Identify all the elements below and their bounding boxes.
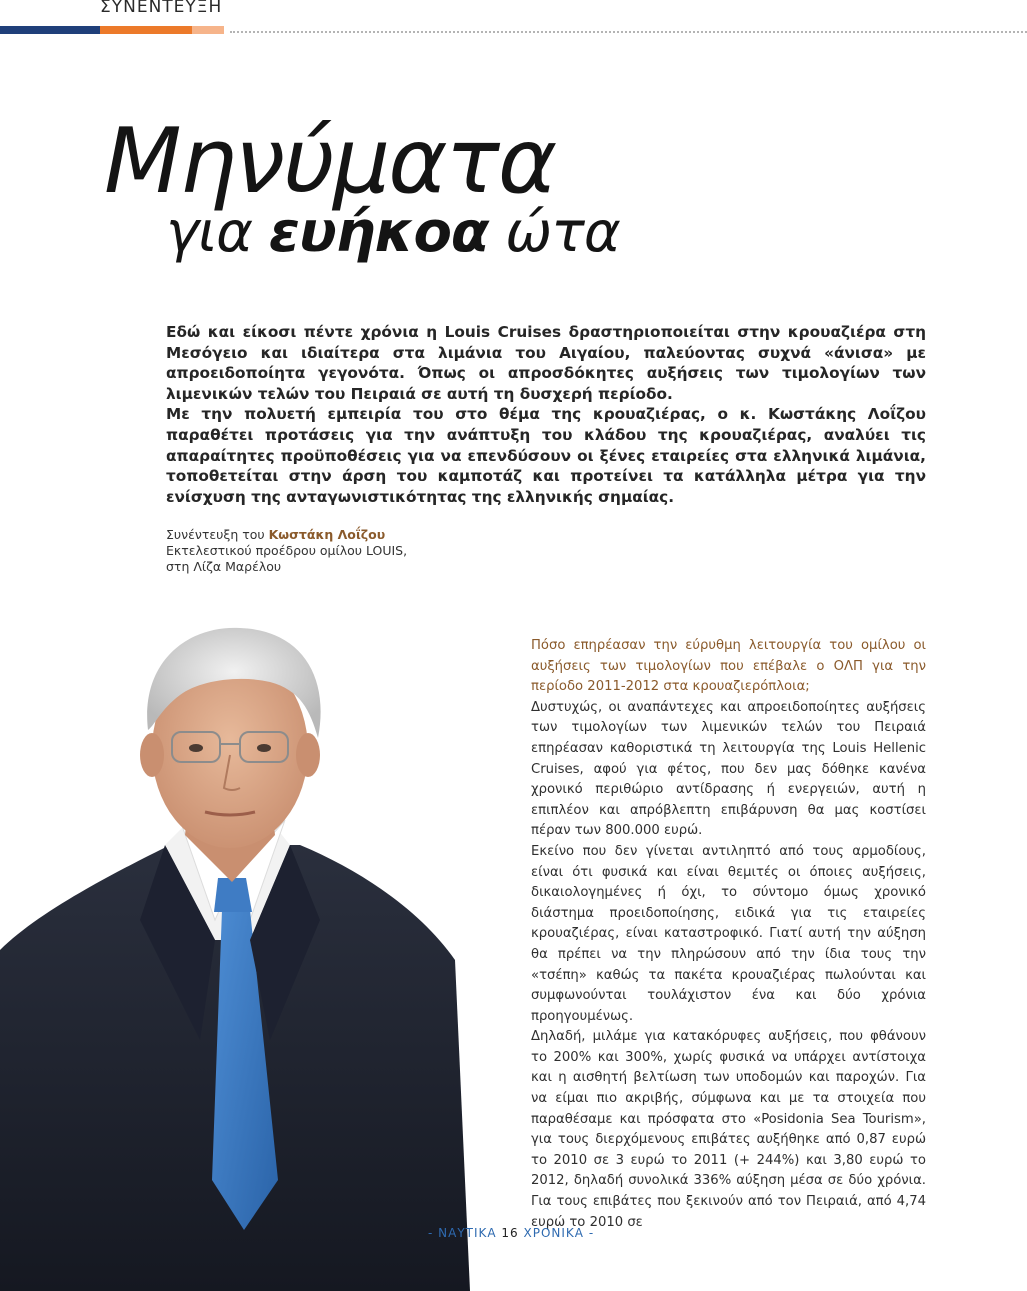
headline-prefix: για bbox=[166, 200, 269, 265]
portrait-photo bbox=[0, 620, 470, 1291]
header-bar-navy bbox=[0, 26, 100, 34]
headline-suffix: ώτα bbox=[488, 200, 620, 265]
portrait-illustration bbox=[0, 620, 470, 1291]
byline-interviewer: στη Λίζα Μαρέλου bbox=[166, 559, 282, 574]
footer-left: - ΝΑΥΤΙΚΑ bbox=[428, 1226, 502, 1240]
footer-right: ΧΡΟΝΙΚΑ - bbox=[518, 1226, 595, 1240]
article-paragraph-1: Δυστυχώς, οι αναπάντεχες και απροειδοποίητες αυξήσεις των τιμολογίων των λιμενικών τελών του Πειραιά επηρέασαν καθοριστικά τη λειτουργία της Louis Hellenic Cruises, αφού για φέτος, που δεν μας δόθηκε κανένα χρονικό περιθώριο αντίδρασης ή ενεργειών, αυτή η επιπλέον και απρόβλεπτη επιβάρυνση θα μας κοστίσει πέραν των 800.000 ευρώ. bbox=[531, 699, 926, 839]
headline-line-2 bbox=[166, 200, 620, 266]
header-bar-orange bbox=[100, 26, 192, 34]
lede bbox=[166, 322, 926, 507]
headline-line-1: Μηνύματα bbox=[104, 109, 556, 214]
header-bar-peach bbox=[192, 26, 224, 34]
page-number: 16 bbox=[501, 1226, 519, 1240]
byline-role: Εκτελεστικού προέδρου ομίλου LOUIS, bbox=[166, 543, 408, 558]
header-dotted-rule bbox=[230, 31, 1027, 33]
byline bbox=[166, 527, 466, 575]
lede-paragraph-2: Με την πολυετή εμπειρία του στο θέμα της κρουαζιέρας, ο κ. Κωστάκης Λοΐζου παραθέτει προτάσεις για την ανάπτυξη του κλάδου της κρουαζιέρας, αναλύει τις απαραίτητες προϋποθέσεις για να επενδύσουν οι ξένες εταιρείες στα ελληνικά λιμάνια, τοποθετείται στην άρση του καμποτάζ και προτείνει τα κατάλληλα μέτρα για την ενίσχυση της ανταγωνιστικότητας της ελληνικής σημαίας. bbox=[166, 405, 926, 506]
page-footer bbox=[428, 1226, 608, 1240]
byline-name: Κωστάκη Λοΐζου bbox=[268, 527, 386, 542]
article-body bbox=[531, 636, 926, 1233]
headline-bold-word: ευήκοα bbox=[268, 200, 489, 265]
article-paragraph-2: Εκείνο που δεν γίνεται αντιληπτό από τους αρμοδίους, είναι ότι φυσικά και είναι θεμιτές οι όποιες αυξήσεις, δικαιολογημένες ή όχι, το σύντομο όμως χρονικό διάστημα προειδοποίησης, ειδικά για τις εταιρείες κρουαζιέρας, είναι καταστροφικό. Γιατί αυτή την αύξηση θα πρέπει να την πληρώσουν από την ίδια τους την «τσέπη» καθώς τα πακέτα κρουαζιέρας πωλούνται και συμφωνούνται τουλάχιστον ένα και δύο χρόνια προηγουμένως. bbox=[531, 843, 926, 1024]
article-paragraph-3: Δηλαδή, μιλάμε για κατακόρυφες αυξήσεις, που φθάνουν το 200% και 300%, χωρίς φυσικά να υπάρχει αντίστοιχα και η αισθητή βελτίωση των υποδομών και παροχών. Για να είμαι πιο ακριβής, σύμφωνα και με τα στοιχεία που παραθέσαμε και πρόσφατα στο «Posidonia Sea Tourism», για τους διερχόμενους επιβάτες αυξήθηκε από 0,87 ευρώ το 2010 σε 3 ευρώ το 2011 (+ 244%) και 3,80 ευρώ το 2012, δηλαδή συνολικά 336% αύξηση μέσα σε δύο χρόνια. Για τους επιβάτες που ξεκινούν από τον Πειραιά, από 4,74 ευρώ το 2010 σε bbox=[531, 1029, 926, 1230]
byline-prefix: Συνέντευξη του bbox=[166, 527, 269, 542]
lede-paragraph-1: Εδώ και είκοσι πέντε χρόνια η Louis Cruises δραστηριοποιείται στην κρουαζιέρα στη Μεσόγειο και ιδιαίτερα στα λιμάνια του Αιγαίου, παλεύοντας συχνά «άνισα» με απροειδοποίητα γεγονότα. Όπως οι απροσδόκητες αυξήσεις των τιμολογίων των λιμενικών τελών του Πειραιά σε αυτή τη δυσχερή περίοδο. bbox=[166, 323, 926, 403]
interview-question: Πόσο επηρέασαν την εύρυθμη λειτουργία του ομίλου οι αυξήσεις των τιμολογίων που επέβαλε ο ΟΛΠ για την περίοδο 2011-2012 στα κρουαζιερόπλοια; bbox=[531, 638, 926, 695]
section-label: ΣΥΝΕΝΤΕΥΞΗ bbox=[100, 0, 223, 17]
